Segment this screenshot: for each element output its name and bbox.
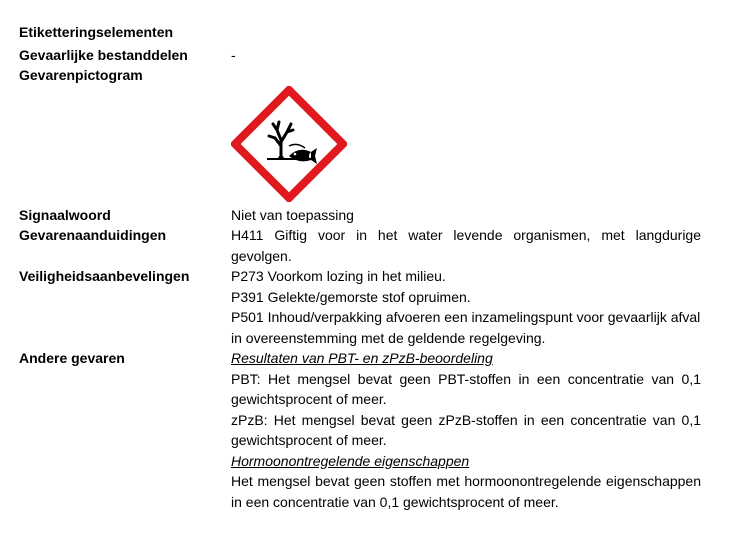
zpzb-text: zPzB: Het mengsel bevat geen zPzB-stoffen in een concentratie van 0,1 gewichtsprocent of meer. <box>231 411 701 448</box>
hazardous-components-value: - <box>231 47 236 63</box>
pbt-assessment-heading: Resultaten van PBT- en zPzB-beoordeling <box>231 350 493 366</box>
precautionary-item: P391 Gelekte/gemorste stof opruimen. <box>231 288 471 305</box>
hazard-statements-label: Gevarenaanduidingen <box>19 227 167 243</box>
other-hazards-block <box>231 348 701 512</box>
environment-hazard-icon <box>231 86 347 202</box>
precautionary-statements-list <box>231 266 701 348</box>
endocrine-text: Het mengsel bevat geen stoffen met hormoonontregelende eigenschappen in een concentratie van 0,1 gewichtsprocent of meer. <box>231 473 701 510</box>
pictogram-label: Gevarenpictogram <box>19 67 143 83</box>
hazardous-components-label: Gevaarlijke bestanddelen <box>19 47 188 63</box>
signal-word-label: Signaalwoord <box>19 207 111 223</box>
precautionary-item: P273 Voorkom lozing in het milieu. <box>231 268 446 284</box>
endocrine-heading: Hormoonontregelende eigenschappen <box>231 452 470 469</box>
precautionary-statements-label: Veiligheidsaanbevelingen <box>19 268 190 284</box>
pbt-text: PBT: Het mengsel bevat geen PBT-stoffen in een concentratie van 0,1 gewichtsprocent of meer. <box>231 370 701 407</box>
precautionary-item: P501 Inhoud/verpakking afvoeren een inzamelingspunt voor gevaarlijk afval in overeenstemming met de geldende regelgeving. <box>231 309 701 346</box>
hazard-statements-value: H411 Giftig voor in het water levende organismen, met langdurige gevolgen. <box>231 227 701 264</box>
section-title: Etiketteringselementen <box>19 24 174 40</box>
other-hazards-label: Andere gevaren <box>19 350 125 366</box>
signal-word-value: Niet van toepassing <box>231 207 354 223</box>
